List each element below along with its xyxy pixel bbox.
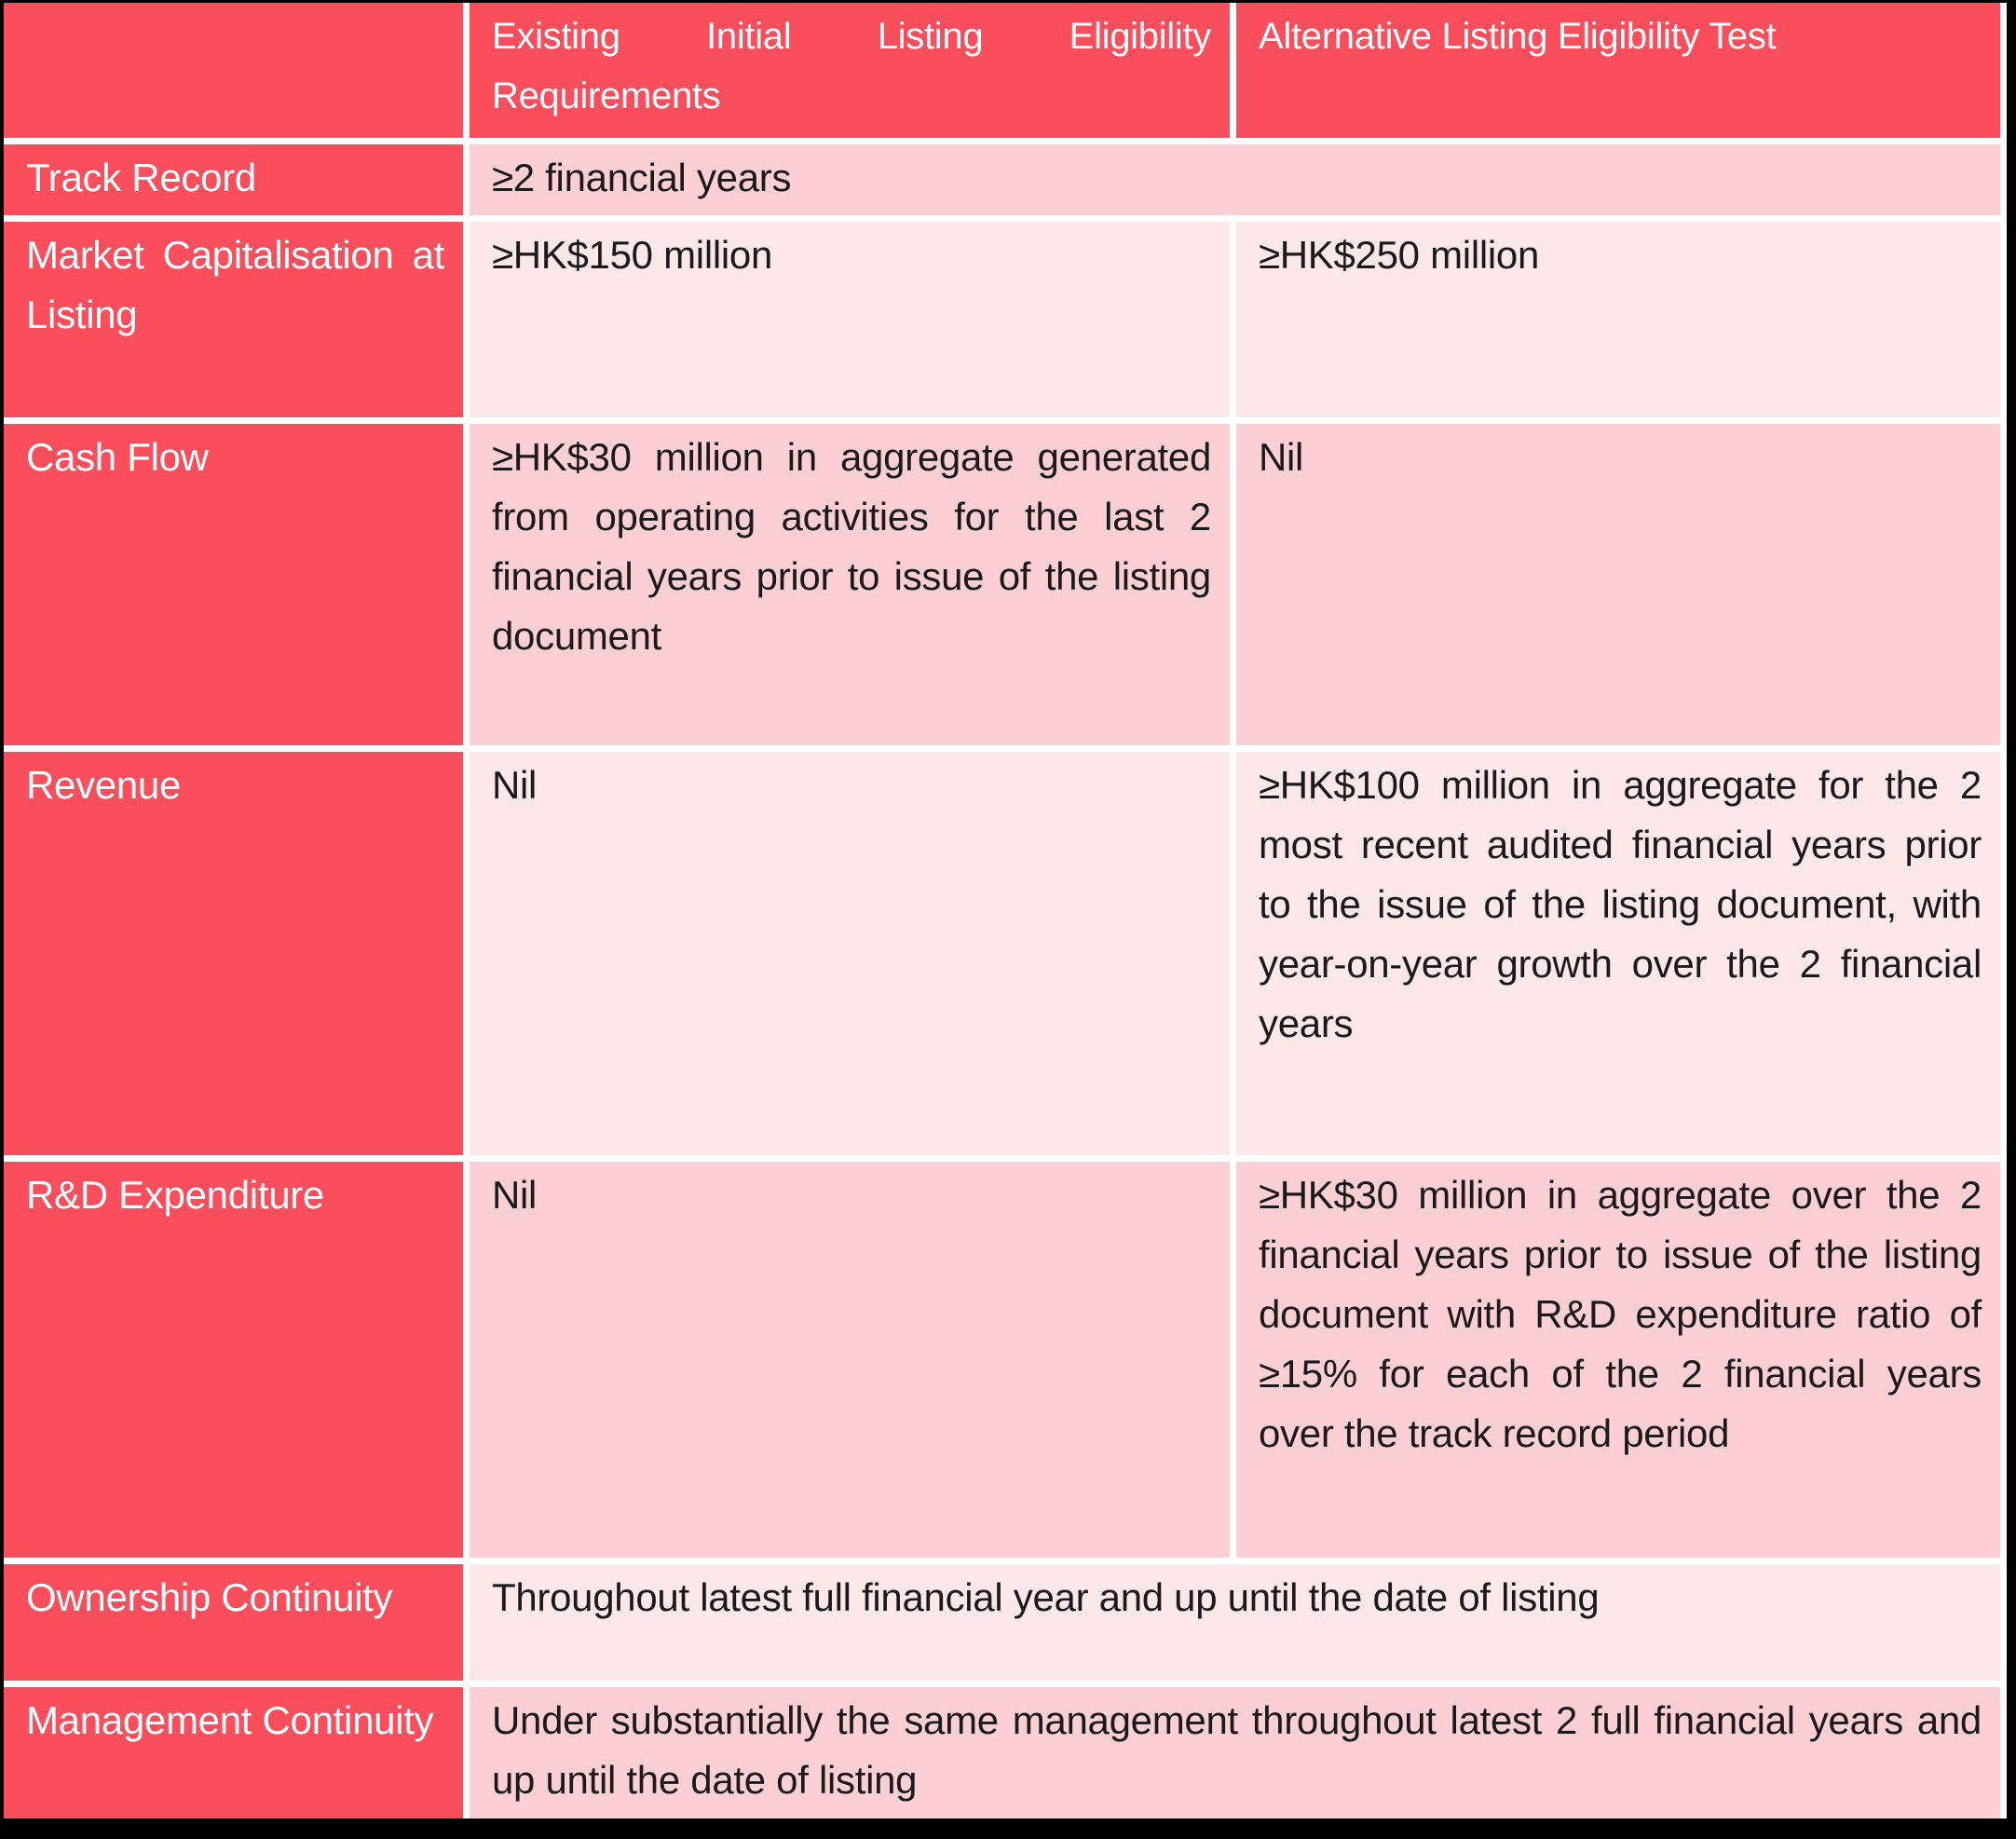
row-label-management-continuity: Management Continuity (4, 1687, 463, 1819)
cell-revenue-existing: Nil (470, 752, 1230, 1155)
cell-track-record-merged-value: ≥2 financial years (470, 144, 2000, 215)
cell-rd-alternative: ≥HK$30 million in aggregate over the 2 financial years prior to issue of the listing document with R&D expenditure ratio of ≥15% for each of the 2 financial years over the track record period (1236, 1162, 2000, 1558)
cell-cash-flow-alternative: Nil (1236, 424, 2000, 745)
table-corner-cell (4, 3, 463, 138)
cell-management-continuity-merged-value: Under substantially the same management throughout latest 2 full financial years and up until the date of listing (470, 1687, 2000, 1819)
cell-market-cap-existing: ≥HK$150 million (470, 222, 1230, 417)
row-label-track-record: Track Record (4, 144, 463, 215)
cell-ownership-continuity-merged-value: Throughout latest full financial year and up until the date of listing (470, 1564, 2000, 1681)
row-label-rd-expenditure: R&D Expenditure (4, 1162, 463, 1558)
row-label-market-capitalisation: Market Capitalisation at Listing (4, 222, 463, 417)
column-header-alternative-test: Alternative Listing Eligibility Test (1236, 3, 2000, 138)
cell-rd-existing: Nil (470, 1162, 1230, 1558)
cell-cash-flow-existing: ≥HK$30 million in aggregate generated from operating activities for the last 2 financial years prior to issue of the listing document (470, 424, 1230, 745)
cell-market-cap-alternative: ≥HK$250 million (1236, 222, 2000, 417)
cell-revenue-alternative: ≥HK$100 million in aggregate for the 2 most recent audited financial years prior to the issue of the listing document, with year-on-year growth over the 2 financial years (1236, 752, 2000, 1155)
row-label-cash-flow: Cash Flow (4, 424, 463, 745)
column-header-existing-requirements: Existing Initial Listing Eligibility Requirements (470, 3, 1230, 138)
row-label-revenue: Revenue (4, 752, 463, 1155)
row-label-ownership-continuity: Ownership Continuity (4, 1564, 463, 1681)
eligibility-comparison-table (4, 3, 2007, 1819)
